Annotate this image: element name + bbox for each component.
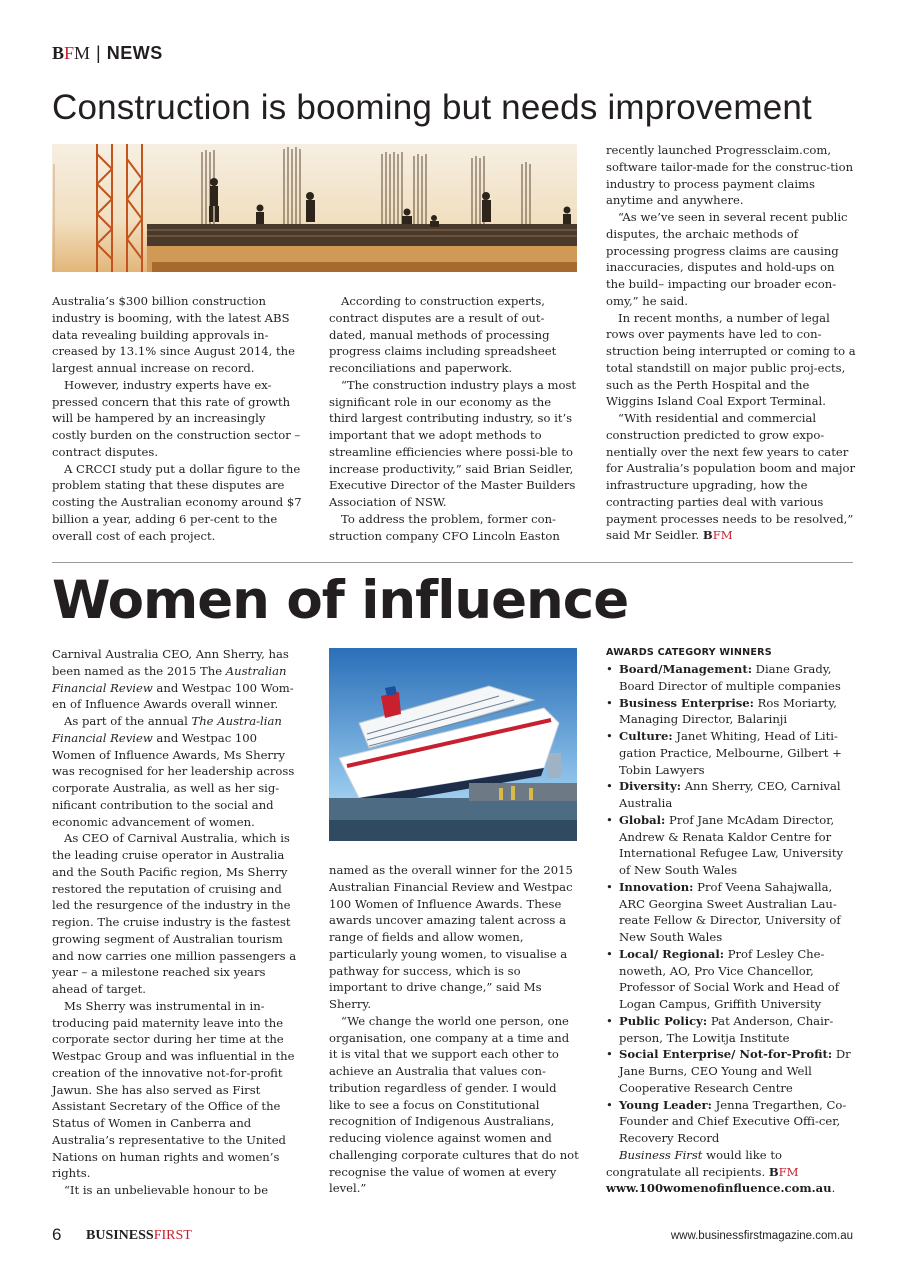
magazine-logo-business: BUSINESS	[86, 1228, 154, 1243]
paragraph: Australia’s $300 billion construction industry is booming, with the latest ABS data revealing building approvals in-creased by 13.1% since August 2014, the largest annual increase on record.	[52, 294, 295, 375]
paragraph: According to construction experts, contract disputes are a result of out-dated, manual methods of processing progress claims including spreadsheet reconciliations and paperwork.	[329, 294, 557, 375]
paragraph: To address the problem, former con-struction company CFO Lincoln Easton	[329, 511, 560, 543]
award-category: Business Enterprise:	[619, 695, 754, 710]
end-mark-fm: FM	[712, 528, 733, 543]
award-winner: Ann Sherry, CEO, Carnival Australia	[619, 779, 841, 810]
bullet: •	[606, 1097, 613, 1112]
magazine-logo	[86, 1228, 192, 1244]
section-title: NEWS	[106, 42, 163, 63]
awards-list	[606, 661, 856, 1147]
bullet: •	[606, 1013, 613, 1028]
paragraph: A CRCCI study put a dollar figure to the problem stating that these disputes are costing the Australian economy around $7 billion a year, adding 6 per-cent to the overall cost of each project.	[52, 461, 302, 543]
end-mark-b: B	[768, 1164, 779, 1179]
award-item	[606, 812, 856, 879]
paragraph: Ms Sherry was instrumental in in-troducing paid maternity leave into the corporate sector during her time at the Westpac Group and was influential in the creation of the innovative not-for-profit Jawun. She has also served as First Assistant Secretary of the Office of the Status of Women in Canberra and Australia’s representative to the United Nations on human rights and women’s rights.	[52, 998, 295, 1181]
award-category: Social Enterprise/ Not-for-Profit:	[619, 1047, 833, 1062]
award-item	[606, 778, 856, 812]
bullet: •	[606, 729, 613, 743]
award-category: Culture:	[619, 729, 673, 743]
footer-website-url[interactable]: www.businessfirstmagazine.com.au	[670, 1230, 853, 1242]
paragraph	[606, 410, 856, 544]
award-category: Board/Management:	[619, 662, 752, 676]
paragraph	[52, 713, 302, 830]
article1-column-2	[329, 293, 579, 544]
award-item	[606, 879, 856, 946]
award-winner: Prof Lesley Che-noweth, AO, Pro Vice Chancellor, Professor of Social Work and Head of Logan Campus, Griffith University	[619, 946, 840, 1011]
text: Carnival Australia CEO, Ann Sherry, has been named as the 2015 The	[52, 647, 289, 678]
header-separator: |	[96, 42, 101, 63]
award-item	[606, 661, 856, 695]
magazine-logo-first: FIRST	[153, 1228, 192, 1243]
award-winner: Pat Anderson, Chair-person, The Lowitja Institute	[619, 1013, 834, 1045]
award-category: Young Leader:	[619, 1097, 712, 1112]
award-category: Global:	[619, 812, 666, 827]
publication-name: The Austra-lian Financial Review	[52, 714, 282, 745]
bullet: •	[606, 695, 613, 710]
paragraph: In recent months, a number of legal rows over payments have led to con-struction being interrupted or coming to a total standstill on major public proj-ects, such as the Perth Hospital and the Wiggins Island Coal Export Terminal.	[606, 310, 856, 409]
award-winner: Jenna Tregarthen, Co-Founder and Chief Executive Offi-cer, Recovery Record	[619, 1097, 847, 1145]
award-category: Innovation:	[619, 879, 694, 894]
award-winner: Diane Grady, Board Director of multiple companies	[619, 662, 841, 693]
award-winner: Prof Jane McAdam Director, Andrew & Renata Kaldor Centre for International Refugee Law, University of New South Wales	[619, 812, 844, 877]
award-item	[606, 1097, 856, 1147]
publication-name: Australian Financial Review	[52, 663, 287, 695]
article1-column-1	[52, 293, 302, 544]
end-mark-fm: FM	[778, 1164, 799, 1179]
bfm-logo-m: M	[74, 42, 91, 63]
paragraph	[52, 646, 302, 713]
article-title-women-of-influence: Women of influence	[52, 570, 629, 631]
closing-paragraph	[606, 1147, 856, 1197]
construction-workers-photo	[52, 144, 577, 272]
award-item	[606, 695, 856, 729]
awards-heading: AWARDS CATEGORY WINNERS	[606, 647, 772, 658]
section-header	[52, 42, 163, 64]
award-category: Public Policy:	[619, 1013, 708, 1028]
award-item	[606, 1013, 856, 1047]
award-winner: Dr Jane Burns, CEO Young and Well Cooperative Research Centre	[619, 1047, 851, 1095]
paragraph: However, industry experts have ex-pressed concern that this rate of growth will be hampered by an increasingly costly burden on the construction sector – contract disputes.	[52, 377, 301, 459]
bullet: •	[606, 779, 613, 794]
magazine-name: Business First	[619, 1147, 703, 1162]
paragraph: recently launched Progressclaim.com, software tailor-made for the construc-tion industry to process payment claims anytime and anywhere.	[606, 143, 854, 208]
article2-column-1	[52, 646, 302, 1199]
text: and Westpac 100 Wom-en of Influence Awards overall winner.	[52, 680, 294, 712]
award-winner: Prof Veena Sahajwalla, ARC Georgina Sweet Australian Lau-reate Fellow & Director, University of New South Wales	[619, 879, 841, 944]
text: and Westpac 100 Women of Influence Awards, Ms Sherry was recognised for her leadership across corporate Australia, as well as her sig-nificant contribution to the social and economic advancement of women.	[52, 730, 295, 829]
text: would like to congratulate all recipients.	[606, 1147, 782, 1179]
award-item	[606, 1046, 856, 1096]
award-item	[606, 728, 856, 778]
section-divider	[52, 562, 853, 563]
page-number: 6	[52, 1225, 62, 1244]
paragraph: “The construction industry plays a most significant role in our economy as the third largest contributing industry, so it’s important that we adopt methods to streamline efficiencies where possi-ble to increase productivity,” said Brian Seidler, Executive Director of the Master Builders Association of NSW.	[329, 377, 577, 509]
awards-sidebar	[606, 645, 856, 1197]
end-mark-b: B	[702, 528, 713, 543]
paragraph: “We change the world one person, one organisation, one company at a time and it is vital that we support each other to achieve an Australia that values con-tribution regardless of gender. I would like to see a focus on Constitutional recognition of Indigenous Australians, reducing violence against women and challenging corporate cultures that do not recognise the value of women at every level.”	[329, 1013, 579, 1196]
bfm-logo-b: B	[52, 42, 65, 63]
paragraph: named as the overall winner for the 2015 Australian Financial Review and Westpac 100 Women of Influence Awards. These awards uncover amazing talent across a range of fields and allow women, particularly young women, to visualise a pathway for success, which is so important to drive change,” said Ms Sherry.	[329, 863, 573, 1011]
bullet: •	[606, 1047, 613, 1062]
bullet: •	[606, 946, 613, 961]
article1-column-3	[606, 142, 856, 544]
cruise-ship-photo	[329, 648, 577, 841]
text: As part of the annual	[64, 714, 192, 728]
award-item	[606, 946, 856, 1013]
award-winner: Janet Whiting, Head of Liti-gation Practice, Melbourne, Gilbert + Tobin Lawyers	[619, 729, 842, 777]
bfm-logo-f: F	[64, 42, 75, 63]
award-category: Diversity:	[619, 779, 681, 794]
award-category: Local/ Regional:	[619, 946, 725, 961]
awards-website-link[interactable]: www.100womenofinfluence.com.au	[606, 1181, 832, 1196]
paragraph: “As we’ve seen in several recent public disputes, the archaic methods of processing progress claims are causing inaccuracies, disputes and hold-ups on the build– impacting our broader econ-omy,” he said.	[606, 210, 848, 308]
bullet: •	[606, 812, 613, 827]
bullet: •	[606, 879, 613, 894]
paragraph: “It is an unbelievable honour to be	[64, 1183, 269, 1197]
period: .	[831, 1181, 836, 1196]
paragraph-text: “With residential and commercial construction predicted to grow expo-nentially over the next few years to cater for Australia’s population boom and major infrastructure upgrading, how the contracting parties deal with various payment processes needs to be resolved,” said Mr Seidler.	[606, 411, 856, 543]
article2-column-2	[329, 862, 579, 1197]
award-winner: Ros Moriarty, Managing Director, Balarinji	[619, 695, 837, 727]
paragraph: As CEO of Carnival Australia, which is the leading cruise operator in Australia and the South Pacific region, Ms Sherry restored the reputation of cruising and led the resurgence of the industry in the region. The cruise industry is the fastest growing segment of Australian tourism and now carries one million passengers a year – a milestone reached six years ahead of target.	[52, 831, 297, 996]
article-title-construction: Construction is booming but needs improvement	[52, 88, 812, 127]
bullet: •	[606, 662, 613, 676]
